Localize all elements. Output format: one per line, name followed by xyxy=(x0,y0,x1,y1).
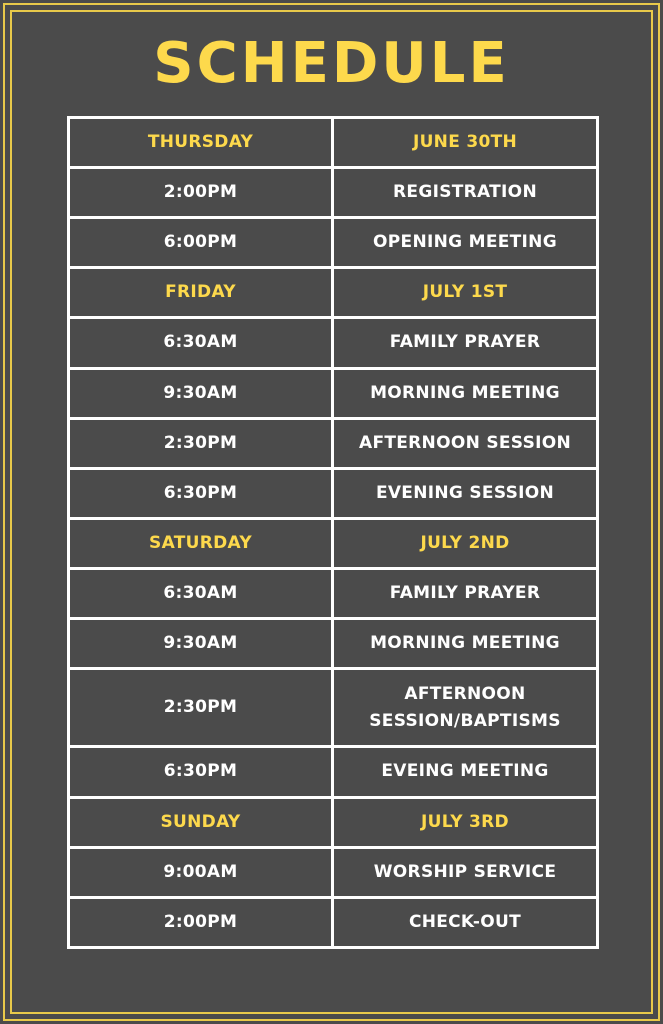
schedule-row xyxy=(69,468,598,518)
schedule-body xyxy=(69,118,598,948)
day-name: SUNDAY xyxy=(69,797,333,847)
schedule-row xyxy=(69,168,598,218)
event-time: 2:00PM xyxy=(69,168,333,218)
event-time: 9:30AM xyxy=(69,368,333,418)
event-time: 9:00AM xyxy=(69,847,333,897)
event-time: 6:30PM xyxy=(69,747,333,797)
event-time: 2:00PM xyxy=(69,897,333,947)
event-time: 6:30AM xyxy=(69,568,333,618)
event-name: MORNING MEETING xyxy=(333,368,598,418)
event-name: MORNING MEETING xyxy=(333,619,598,669)
event-time: 2:30PM xyxy=(69,669,333,747)
schedule-row xyxy=(69,418,598,468)
schedule-row xyxy=(69,568,598,618)
schedule-row xyxy=(69,619,598,669)
day-name: FRIDAY xyxy=(69,268,333,318)
event-time: 2:30PM xyxy=(69,418,333,468)
schedule-row xyxy=(69,669,598,747)
event-name: AFTERNOON SESSION xyxy=(333,418,598,468)
event-name: EVEING MEETING xyxy=(333,747,598,797)
page-title: SCHEDULE xyxy=(153,31,510,96)
day-name: THURSDAY xyxy=(69,118,333,168)
event-time: 6:30PM xyxy=(69,468,333,518)
event-time: 6:30AM xyxy=(69,318,333,368)
schedule-row xyxy=(69,847,598,897)
day-header-row xyxy=(69,518,598,568)
event-name: CHECK-OUT xyxy=(333,897,598,947)
schedule-row xyxy=(69,218,598,268)
day-name: SATURDAY xyxy=(69,518,333,568)
schedule-row xyxy=(69,747,598,797)
schedule-row xyxy=(69,368,598,418)
event-name: FAMILY PRAYER xyxy=(333,568,598,618)
schedule-row xyxy=(69,897,598,947)
event-name: REGISTRATION xyxy=(333,168,598,218)
event-name: EVENING SESSION xyxy=(333,468,598,518)
event-name: FAMILY PRAYER xyxy=(333,318,598,368)
day-header-row xyxy=(69,797,598,847)
schedule-row xyxy=(69,318,598,368)
day-date: JULY 2ND xyxy=(333,518,598,568)
event-name: WORSHIP SERVICE xyxy=(333,847,598,897)
day-header-row xyxy=(69,268,598,318)
day-date: JUNE 30TH xyxy=(333,118,598,168)
day-date: JULY 3RD xyxy=(333,797,598,847)
day-header-row xyxy=(69,118,598,168)
day-date: JULY 1ST xyxy=(333,268,598,318)
event-time: 9:30AM xyxy=(69,619,333,669)
event-name: OPENING MEETING xyxy=(333,218,598,268)
schedule-table xyxy=(67,116,599,949)
event-name: AFTERNOON SESSION/BAPTISMS xyxy=(333,669,598,747)
event-time: 6:00PM xyxy=(69,218,333,268)
